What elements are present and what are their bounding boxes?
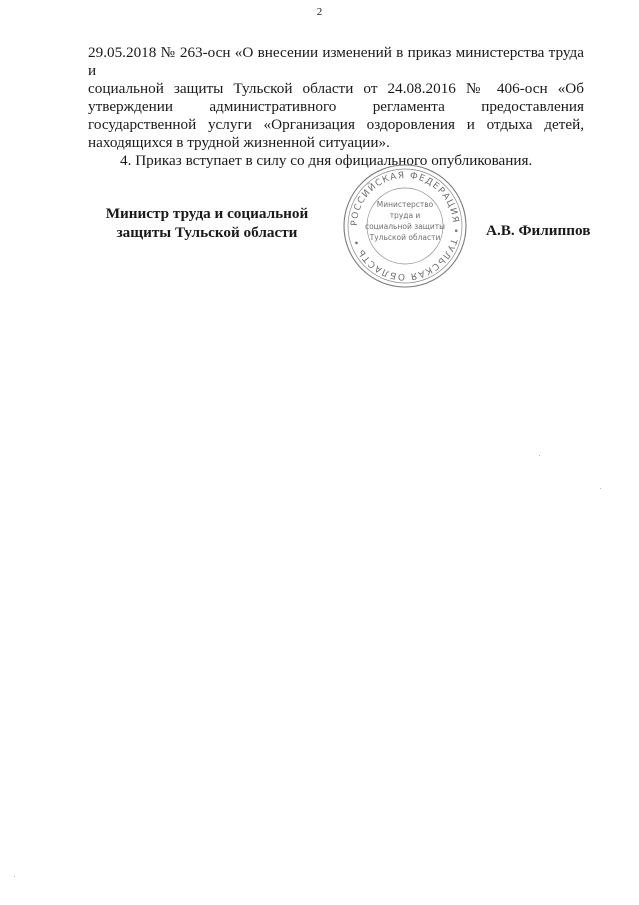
- scan-speck: [14, 876, 15, 877]
- signer-title: [104, 204, 310, 242]
- document-body: [88, 44, 584, 170]
- body-line-4: государственной услуги «Организация оздоровления и отдыха детей,: [88, 116, 584, 133]
- body-line-5: находящихся в трудной жизненной ситуации».: [88, 134, 390, 151]
- seal-graphic: [340, 161, 470, 291]
- page-number: 2: [316, 6, 323, 18]
- seal-ring-text: РОССИЙСКАЯ ФЕДЕРАЦИЯ • ТУЛЬСКАЯ ОБЛАСТЬ •: [349, 170, 461, 282]
- seal-center-line-3: социальной защиты: [364, 222, 446, 231]
- official-seal: [340, 161, 470, 291]
- seal-center-line-1: Министерство: [376, 200, 434, 209]
- body-line-2: социальной защиты Тульской области от 24.08.2016 № 406-осн «Об: [88, 80, 584, 97]
- scan-speck: [539, 455, 540, 456]
- seal-center-line-2: труда и: [389, 211, 421, 220]
- seal-center-line-4: Тульской области: [369, 233, 441, 242]
- scan-speck: [600, 488, 601, 489]
- body-line-3: утверждении административного регламента предоставления: [88, 98, 584, 115]
- signer-title-line-1: Министр труда и социальной: [105, 205, 309, 222]
- signer-title-line-2: защиты Тульской области: [116, 224, 298, 241]
- body-line-1: 29.05.2018 № 263-осн «О внесении изменений в приказ министерства труда и: [88, 44, 584, 79]
- clause-4-paragraph: 4. Приказ вступает в силу со дня официального опубликования.: [120, 152, 533, 169]
- signer-name: А.В. Филиппов: [486, 222, 591, 239]
